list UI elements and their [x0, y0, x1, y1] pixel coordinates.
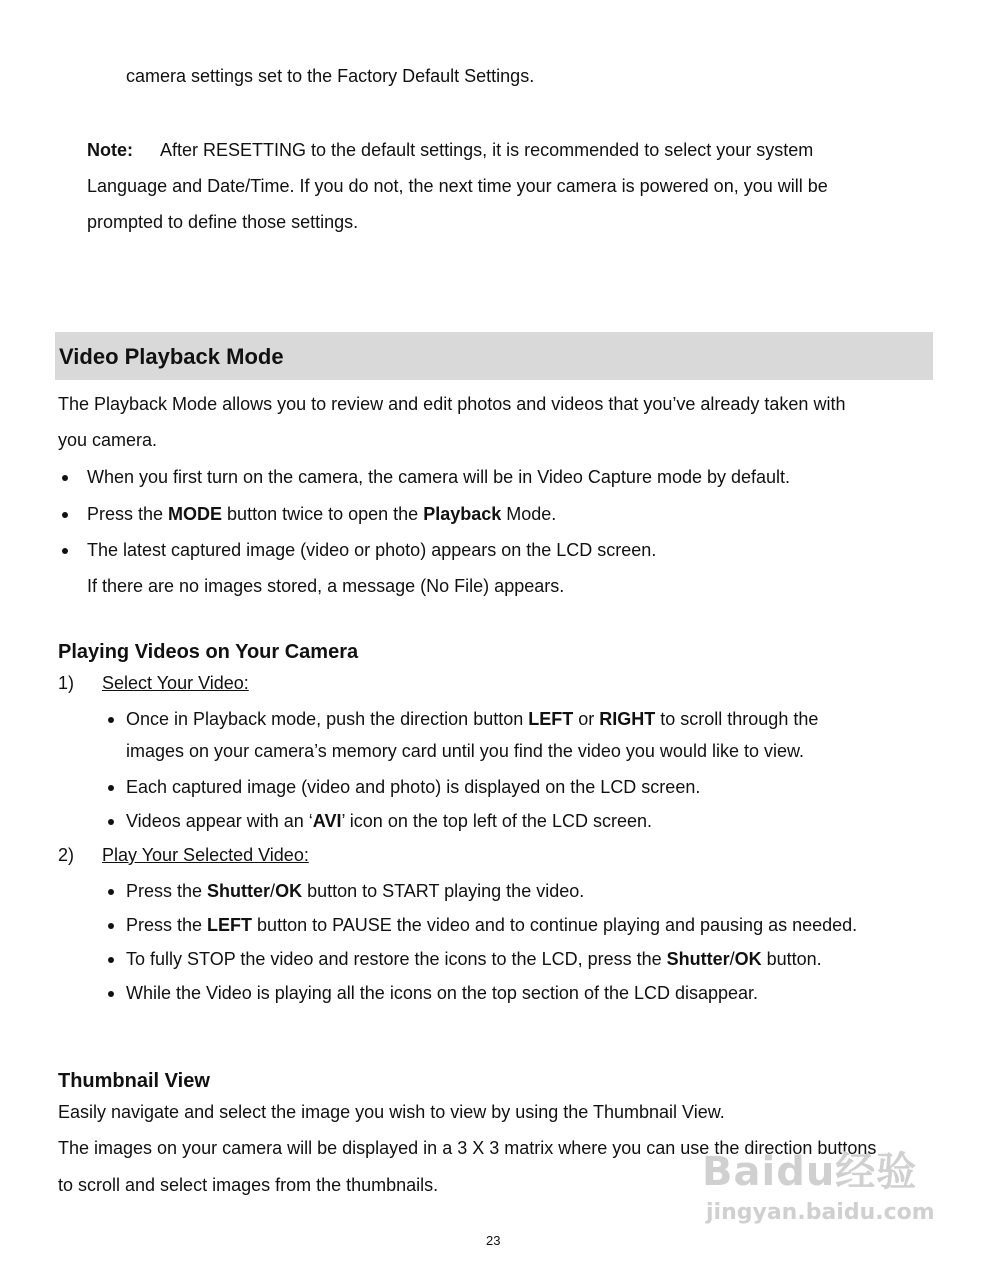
text: /: [729, 949, 735, 969]
text: to scroll through the: [655, 709, 819, 729]
left-keyword: LEFT: [207, 915, 253, 935]
baidu-watermark: [702, 1140, 937, 1240]
watermark-url: jingyan.baidu.com: [706, 1200, 935, 1225]
text: To fully STOP the video and restore the icons to the LCD, press the: [126, 949, 667, 969]
step-1-bullet-1-line-1: [126, 709, 818, 730]
text: /: [270, 881, 276, 901]
bullet-icon: [108, 957, 114, 963]
step-2-bullet-3: [126, 949, 822, 970]
bullet-icon: [62, 475, 68, 481]
text: Mode.: [501, 504, 557, 524]
left-keyword: LEFT: [528, 709, 574, 729]
bullet-icon: [108, 991, 114, 997]
text: Press the: [87, 504, 169, 524]
section-para-line-1: The Playback Mode allows you to review and edit photos and videos that you’ve already taken with: [58, 394, 846, 414]
step-2-bullet-4: While the Video is playing all the icons on the top section of the LCD disappear.: [126, 983, 759, 1003]
section-bullet-2: [87, 504, 556, 525]
text: Videos appear with an ‘: [126, 811, 313, 831]
section-header-band: [55, 332, 933, 380]
avi-keyword: AVI: [312, 811, 342, 831]
step-1-bullet-1-line-2: images on your camera’s memory card until you find the video you would like to view.: [126, 741, 804, 761]
text: button to START playing the video.: [302, 881, 585, 901]
text: Press the: [126, 881, 208, 901]
text: ’ icon on the top left of the LCD screen.: [341, 811, 652, 831]
step-1-bullet-2: Each captured image (video and photo) is displayed on the LCD screen.: [126, 777, 701, 797]
step-1-number: 1): [58, 673, 75, 693]
bullet-icon: [108, 785, 114, 791]
thumbnail-line-1: Easily navigate and select the image you wish to view by using the Thumbnail View.: [58, 1102, 725, 1122]
text: Once in Playback mode, push the direction button: [126, 709, 529, 729]
shutter-keyword: Shutter: [666, 949, 730, 969]
note-line-2: Language and Date/Time. If you do not, the next time your camera is powered on, you will be: [87, 176, 828, 196]
step-2-bullet-1: [126, 881, 584, 902]
text: Press the: [126, 915, 208, 935]
ok-keyword: OK: [275, 881, 303, 901]
section-bullet-3-line-1: The latest captured image (video or photo) appears on the LCD screen.: [87, 540, 657, 560]
thumbnail-line-2: The images on your camera will be displayed in a 3 X 3 matrix where you can use the direction buttons: [58, 1138, 877, 1158]
step-1-bullet-3: [126, 811, 652, 832]
shutter-keyword: Shutter: [207, 881, 271, 901]
intro-line: camera settings set to the Factory Default Settings.: [126, 66, 535, 86]
step-1-label: Select Your Video:: [102, 673, 249, 693]
step-2-bullet-2: [126, 915, 857, 936]
bullet-icon: [108, 889, 114, 895]
bullet-icon: [62, 512, 68, 518]
bullet-icon: [108, 819, 114, 825]
step-2-label: Play Your Selected Video:: [102, 845, 309, 865]
watermark-logo: Baidu经验: [702, 1149, 918, 1195]
section-title: Video Playback Mode: [59, 344, 284, 369]
text: button.: [761, 949, 822, 969]
page-number: 23: [486, 1233, 501, 1248]
playing-heading: Playing Videos on Your Camera: [58, 641, 359, 663]
ok-keyword: OK: [734, 949, 762, 969]
section-para-line-2: you camera.: [58, 430, 158, 450]
section-bullet-1: When you first turn on the camera, the camera will be in Video Capture mode by default.: [87, 467, 791, 487]
thumbnail-heading: Thumbnail View: [58, 1070, 210, 1092]
bullet-icon: [108, 717, 114, 723]
playback-keyword: Playback: [423, 504, 502, 524]
note-line-1: After RESETTING to the default settings, it is recommended to select your system: [160, 140, 814, 160]
right-keyword: RIGHT: [599, 709, 656, 729]
note-line-3: prompted to define those settings.: [87, 212, 359, 232]
text: button to PAUSE the video and to continue playing and pausing as needed.: [252, 915, 858, 935]
text: button twice to open the: [222, 504, 424, 524]
bullet-icon: [62, 548, 68, 554]
mode-keyword: MODE: [168, 504, 223, 524]
thumbnail-line-3: to scroll and select images from the thumbnails.: [58, 1175, 439, 1195]
bullet-icon: [108, 923, 114, 929]
section-bullet-3-line-2: If there are no images stored, a message (No File) appears.: [87, 576, 565, 596]
step-2-number: 2): [58, 845, 75, 865]
note-label: Note:: [87, 140, 133, 160]
text: or: [573, 709, 600, 729]
